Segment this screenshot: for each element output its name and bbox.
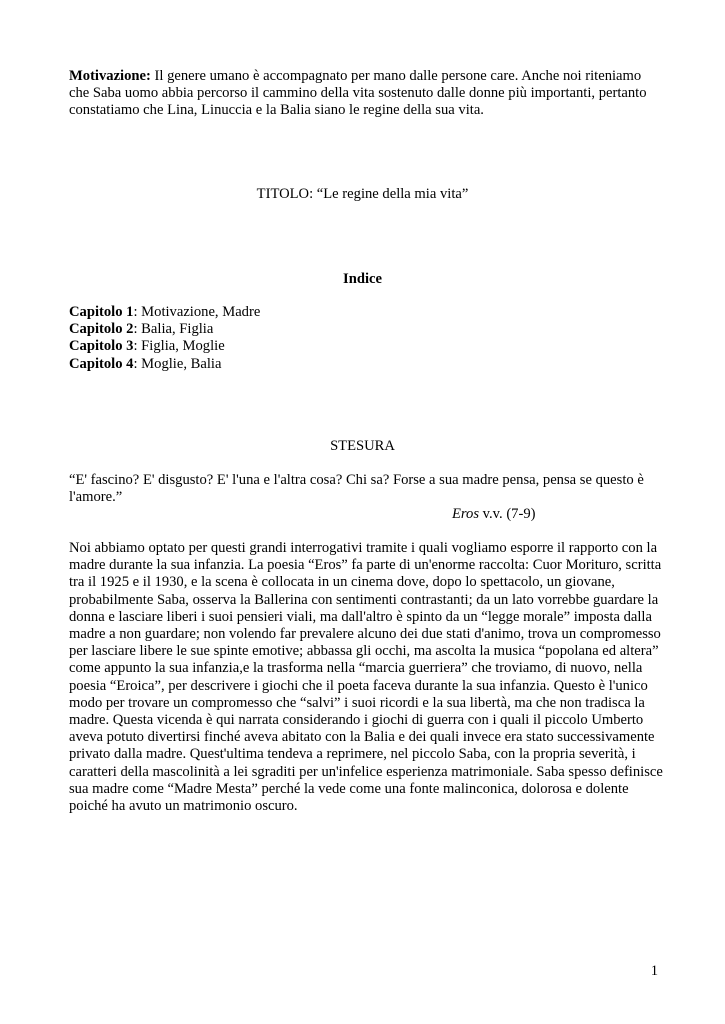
motivation-text: Il genere umano è accompagnato per mano dalle persone care. Anche noi riteniamo che Saba uomo abbia percorso il cammino della vita sostenuto dalle donne più importanti, pertanto constatiamo che Lina, Linuccia e la Balia siano le regine della sua vita. [69, 68, 647, 119]
index-heading: Indice [343, 271, 382, 287]
quote-source-title: Eros [452, 506, 480, 522]
chapter-item [69, 338, 663, 355]
motivation-label: Motivazione: [69, 68, 151, 84]
chapter-topics: : Moglie, Balia [133, 355, 222, 372]
quote-source-ref: v.v. (7-9) [479, 506, 536, 522]
stesura-heading: STESURA [330, 438, 395, 454]
chapter-item [69, 356, 663, 373]
motivation-paragraph [69, 68, 663, 120]
chapter-label: Capitolo 1 [69, 304, 134, 320]
chapter-topics: : Motivazione, Madre [133, 304, 261, 320]
epigraph-quote: “E' fascino? E' disgusto? E' l'una e l'altra cosa? Chi sa? Forse a sua madre pensa, pensa se questo è l'amore.” [69, 472, 644, 506]
chapter-item [69, 321, 663, 338]
page-number: 1 [650, 963, 658, 979]
chapter-label: Capitolo 4 [69, 355, 134, 372]
chapter-topics: : Figlia, Moglie [133, 338, 225, 355]
chapter-item [69, 304, 663, 321]
chapter-list [69, 304, 663, 373]
chapter-label: Capitolo 3 [69, 338, 134, 355]
chapter-label: Capitolo 2 [69, 321, 134, 338]
quote-source [452, 506, 536, 523]
body-paragraph: Noi abbiamo optato per questi grandi interrogativi tramite i quali vogliamo esporre il rapporto con la madre durante la sua infanzia. La poesia “Eros” fa parte di un'enorme raccolta: Cuor Morituro, scritta tra il 1925 e il 1930, e la scena è collocata in un cinema dove, dopo lo spettacolo, un giovane, probabilmente Saba, osserva la Ballerina con sentimenti contrastanti; da un lato vorrebbe guardare la donna e lasciare liberi i suoi pensieri viali, ma dall'altro è spinto da un “legge morale” imposta dalla madre a non guardare; non volendo far prevalere alcuno dei due stati d'animo, trova un compromesso per lasciare libere le sue spinte emotive; abbassa gli occhi, ma ascolta la musica “popolana ed altera” come appunto la sua infanzia,e la trasforma nella “marcia guerriera” che troviamo, di nuovo, nella poesia “Eroica”, per descrivere i giochi che il poeta faceva durante la sua infanzia. Questo è l'unico modo per trovare un compromesso che “salvi” i suoi ricordi e la sua libertà, ma che non tradisca la madre. Questa vicenda è qui narrata considerando i giochi di guerra con i quali il piccolo Umberto aveva potuto divertirsi finché aveva abitato con la Balia e dei quali invece era stato successivamente privato dalla madre. Quest'ultima tendeva a reprimere, nel piccolo Saba, con la propria severità, i caratteri della mascolinità a lei sgraditi per un'infelice esperienza matrimoniale. Saba spesso definisce sua madre come “Madre Mesta” perché la vede come una fonte malinconica, dolorosa e dolente poiché ha avuto un matrimonio oscuro. [69, 540, 663, 815]
document-title: TITOLO: “Le regine della mia vita” [256, 186, 469, 202]
chapter-topics: : Balia, Figlia [133, 321, 214, 338]
